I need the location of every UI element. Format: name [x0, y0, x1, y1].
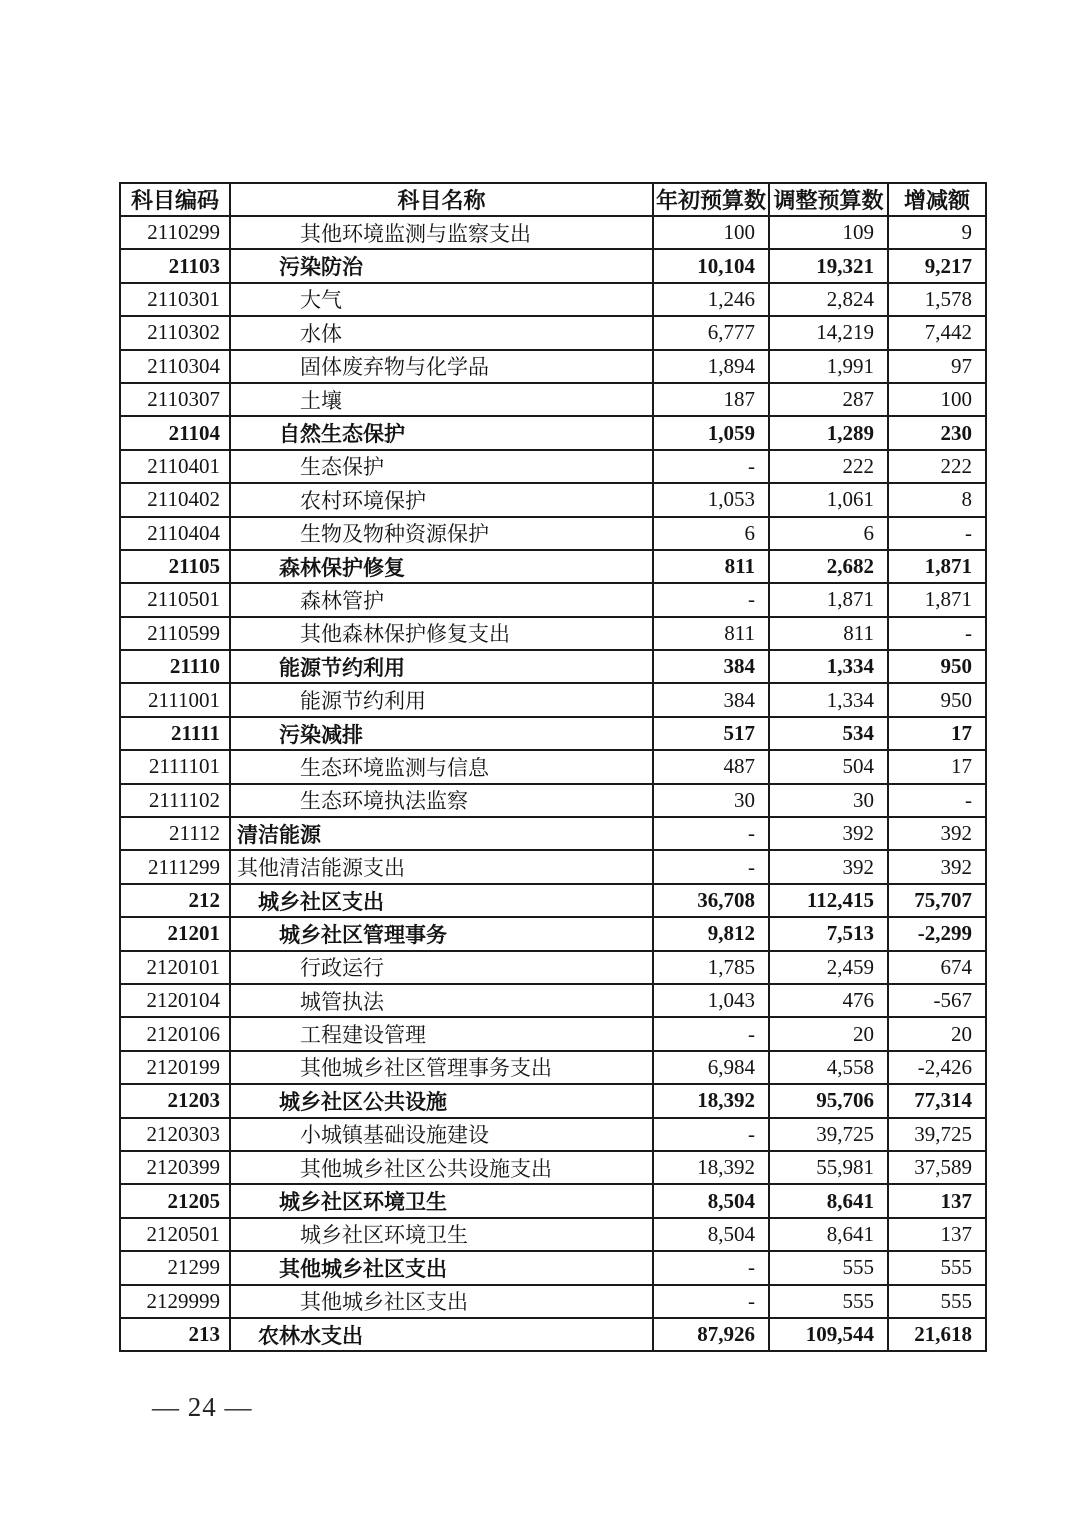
initial-budget-cell: 811	[653, 550, 769, 583]
subject-name-cell: 工程建设管理	[230, 1017, 653, 1050]
initial-budget-cell: 1,053	[653, 483, 769, 516]
subject-name-cell: 其他清洁能源支出	[230, 850, 653, 883]
subject-name-cell: 农林水支出	[230, 1318, 653, 1351]
initial-budget-cell: 811	[653, 617, 769, 650]
change-amount-cell: 75,707	[888, 884, 986, 917]
table-row	[120, 717, 986, 750]
subject-name-cell: 农村环境保护	[230, 483, 653, 516]
change-amount-cell: 7,442	[888, 316, 986, 349]
table-row	[120, 517, 986, 550]
subject-name-cell: 清洁能源	[230, 817, 653, 850]
initial-budget-cell: -	[653, 817, 769, 850]
initial-budget-cell: 87,926	[653, 1318, 769, 1351]
subject-name-cell: 其他城乡社区公共设施支出	[230, 1151, 653, 1184]
change-amount-cell: 21,618	[888, 1318, 986, 1351]
adjusted-budget-cell: 1,334	[769, 650, 888, 683]
adjusted-budget-cell: 504	[769, 750, 888, 783]
table-row	[120, 1051, 986, 1084]
subject-code-cell: 21111	[120, 717, 230, 750]
table-row	[120, 1184, 986, 1217]
change-amount-cell: 97	[888, 350, 986, 383]
subject-code-cell: 2111001	[120, 683, 230, 716]
column-header-1: 科目编码	[120, 183, 230, 216]
column-header-5: 增减额	[888, 183, 986, 216]
adjusted-budget-cell: 109,544	[769, 1318, 888, 1351]
table-row	[120, 917, 986, 950]
adjusted-budget-cell: 19,321	[769, 249, 888, 282]
adjusted-budget-cell: 1,871	[769, 583, 888, 616]
adjusted-budget-cell: 392	[769, 850, 888, 883]
subject-name-cell: 森林保护修复	[230, 550, 653, 583]
subject-name-cell: 小城镇基础设施建设	[230, 1118, 653, 1151]
change-amount-cell: 950	[888, 683, 986, 716]
table-row	[120, 216, 986, 249]
subject-code-cell: 21205	[120, 1184, 230, 1217]
initial-budget-cell: -	[653, 850, 769, 883]
subject-name-cell: 城乡社区支出	[230, 884, 653, 917]
adjusted-budget-cell: 1,991	[769, 350, 888, 383]
initial-budget-cell: 384	[653, 683, 769, 716]
initial-budget-cell: 1,894	[653, 350, 769, 383]
initial-budget-cell: -	[653, 1251, 769, 1284]
column-header-4: 调整预算数	[769, 183, 888, 216]
column-header-3: 年初预算数	[653, 183, 769, 216]
subject-code-cell: 2120399	[120, 1151, 230, 1184]
initial-budget-cell: -	[653, 1285, 769, 1318]
subject-code-cell: 2111102	[120, 784, 230, 817]
initial-budget-cell: -	[653, 1017, 769, 1050]
subject-code-cell: 21201	[120, 917, 230, 950]
adjusted-budget-cell: 555	[769, 1251, 888, 1284]
subject-code-cell: 2129999	[120, 1285, 230, 1318]
page-number: — 24 —	[152, 1392, 253, 1422]
subject-name-cell: 城乡社区环境卫生	[230, 1184, 653, 1217]
change-amount-cell: 674	[888, 951, 986, 984]
table-body	[120, 216, 986, 1351]
initial-budget-cell: 18,392	[653, 1151, 769, 1184]
subject-code-cell: 2120199	[120, 1051, 230, 1084]
change-amount-cell: 9,217	[888, 249, 986, 282]
initial-budget-cell: 1,043	[653, 984, 769, 1017]
table-row	[120, 249, 986, 282]
subject-code-cell: 2110299	[120, 216, 230, 249]
table-row	[120, 383, 986, 416]
subject-code-cell: 2110401	[120, 450, 230, 483]
subject-code-cell: 2120104	[120, 984, 230, 1017]
table-row	[120, 650, 986, 683]
subject-code-cell: 2110404	[120, 517, 230, 550]
adjusted-budget-cell: 2,824	[769, 283, 888, 316]
subject-code-cell: 2110599	[120, 617, 230, 650]
change-amount-cell: 1,871	[888, 550, 986, 583]
subject-name-cell: 城管执法	[230, 984, 653, 1017]
subject-code-cell: 213	[120, 1318, 230, 1351]
adjusted-budget-cell: 1,289	[769, 416, 888, 449]
change-amount-cell: 9	[888, 216, 986, 249]
adjusted-budget-cell: 555	[769, 1285, 888, 1318]
subject-name-cell: 污染减排	[230, 717, 653, 750]
table-row	[120, 450, 986, 483]
budget-table	[119, 182, 987, 1352]
initial-budget-cell: 8,504	[653, 1218, 769, 1251]
subject-code-cell: 2110501	[120, 583, 230, 616]
initial-budget-cell: 9,812	[653, 917, 769, 950]
change-amount-cell: 1,871	[888, 583, 986, 616]
table-row	[120, 951, 986, 984]
initial-budget-cell: 30	[653, 784, 769, 817]
subject-code-cell: 2120101	[120, 951, 230, 984]
change-amount-cell: -567	[888, 984, 986, 1017]
subject-code-cell: 2110301	[120, 283, 230, 316]
subject-name-cell: 生物及物种资源保护	[230, 517, 653, 550]
adjusted-budget-cell: 811	[769, 617, 888, 650]
subject-name-cell: 自然生态保护	[230, 416, 653, 449]
initial-budget-cell: 384	[653, 650, 769, 683]
table-row	[120, 1218, 986, 1251]
table-row	[120, 1151, 986, 1184]
adjusted-budget-cell: 222	[769, 450, 888, 483]
change-amount-cell: 37,589	[888, 1151, 986, 1184]
change-amount-cell: 17	[888, 750, 986, 783]
table-row	[120, 1318, 986, 1351]
table-row	[120, 1118, 986, 1151]
initial-budget-cell: 187	[653, 383, 769, 416]
initial-budget-cell: 18,392	[653, 1084, 769, 1117]
change-amount-cell: 39,725	[888, 1118, 986, 1151]
subject-name-cell: 森林管护	[230, 583, 653, 616]
adjusted-budget-cell: 287	[769, 383, 888, 416]
adjusted-budget-cell: 30	[769, 784, 888, 817]
adjusted-budget-cell: 2,459	[769, 951, 888, 984]
table-row	[120, 283, 986, 316]
subject-code-cell: 21110	[120, 650, 230, 683]
initial-budget-cell: 6	[653, 517, 769, 550]
adjusted-budget-cell: 534	[769, 717, 888, 750]
subject-name-cell: 固体废弃物与化学品	[230, 350, 653, 383]
initial-budget-cell: 487	[653, 750, 769, 783]
initial-budget-cell: 1,059	[653, 416, 769, 449]
subject-code-cell: 2120501	[120, 1218, 230, 1251]
change-amount-cell: 20	[888, 1017, 986, 1050]
change-amount-cell: 555	[888, 1251, 986, 1284]
subject-name-cell: 土壤	[230, 383, 653, 416]
change-amount-cell: 950	[888, 650, 986, 683]
adjusted-budget-cell: 112,415	[769, 884, 888, 917]
subject-code-cell: 2111299	[120, 850, 230, 883]
change-amount-cell: 77,314	[888, 1084, 986, 1117]
table-row	[120, 316, 986, 349]
initial-budget-cell: -	[653, 1118, 769, 1151]
table-row	[120, 416, 986, 449]
adjusted-budget-cell: 1,061	[769, 483, 888, 516]
subject-name-cell: 城乡社区环境卫生	[230, 1218, 653, 1251]
table-row	[120, 1285, 986, 1318]
adjusted-budget-cell: 392	[769, 817, 888, 850]
change-amount-cell: 392	[888, 817, 986, 850]
adjusted-budget-cell: 95,706	[769, 1084, 888, 1117]
change-amount-cell: 392	[888, 850, 986, 883]
subject-code-cell: 2110302	[120, 316, 230, 349]
change-amount-cell: -2,299	[888, 917, 986, 950]
change-amount-cell: 8	[888, 483, 986, 516]
change-amount-cell: 17	[888, 717, 986, 750]
initial-budget-cell: -	[653, 583, 769, 616]
subject-name-cell: 其他城乡社区支出	[230, 1285, 653, 1318]
change-amount-cell: 555	[888, 1285, 986, 1318]
subject-name-cell: 其他城乡社区管理事务支出	[230, 1051, 653, 1084]
initial-budget-cell: 6,777	[653, 316, 769, 349]
table-row	[120, 817, 986, 850]
subject-code-cell: 21105	[120, 550, 230, 583]
subject-name-cell: 城乡社区管理事务	[230, 917, 653, 950]
subject-name-cell: 城乡社区公共设施	[230, 1084, 653, 1117]
initial-budget-cell: 10,104	[653, 249, 769, 282]
initial-budget-cell: 1,785	[653, 951, 769, 984]
adjusted-budget-cell: 39,725	[769, 1118, 888, 1151]
subject-code-cell: 2111101	[120, 750, 230, 783]
table-row	[120, 1017, 986, 1050]
subject-name-cell: 其他环境监测与监察支出	[230, 216, 653, 249]
subject-code-cell: 21299	[120, 1251, 230, 1284]
change-amount-cell: -	[888, 517, 986, 550]
table-row	[120, 583, 986, 616]
subject-name-cell: 能源节约利用	[230, 683, 653, 716]
table-row	[120, 1251, 986, 1284]
adjusted-budget-cell: 1,334	[769, 683, 888, 716]
initial-budget-cell: 6,984	[653, 1051, 769, 1084]
adjusted-budget-cell: 4,558	[769, 1051, 888, 1084]
table-row	[120, 750, 986, 783]
subject-code-cell: 2110307	[120, 383, 230, 416]
subject-code-cell: 21103	[120, 249, 230, 282]
table-row	[120, 483, 986, 516]
change-amount-cell: 1,578	[888, 283, 986, 316]
adjusted-budget-cell: 8,641	[769, 1184, 888, 1217]
subject-code-cell: 212	[120, 884, 230, 917]
table-row	[120, 784, 986, 817]
change-amount-cell: 137	[888, 1218, 986, 1251]
subject-code-cell: 21104	[120, 416, 230, 449]
subject-name-cell: 其他城乡社区支出	[230, 1251, 653, 1284]
change-amount-cell: 222	[888, 450, 986, 483]
column-header-2: 科目名称	[230, 183, 653, 216]
subject-name-cell: 生态保护	[230, 450, 653, 483]
table-row	[120, 617, 986, 650]
change-amount-cell: 137	[888, 1184, 986, 1217]
subject-name-cell: 生态环境执法监察	[230, 784, 653, 817]
table-row	[120, 550, 986, 583]
subject-name-cell: 其他森林保护修复支出	[230, 617, 653, 650]
table-row	[120, 350, 986, 383]
initial-budget-cell: 1,246	[653, 283, 769, 316]
change-amount-cell: 230	[888, 416, 986, 449]
adjusted-budget-cell: 476	[769, 984, 888, 1017]
subject-name-cell: 污染防治	[230, 249, 653, 282]
subject-name-cell: 大气	[230, 283, 653, 316]
subject-code-cell: 21203	[120, 1084, 230, 1117]
initial-budget-cell: 36,708	[653, 884, 769, 917]
subject-code-cell: 2120106	[120, 1017, 230, 1050]
adjusted-budget-cell: 20	[769, 1017, 888, 1050]
subject-name-cell: 行政运行	[230, 951, 653, 984]
change-amount-cell: -	[888, 784, 986, 817]
adjusted-budget-cell: 55,981	[769, 1151, 888, 1184]
subject-name-cell: 能源节约利用	[230, 650, 653, 683]
adjusted-budget-cell: 109	[769, 216, 888, 249]
table-row	[120, 1084, 986, 1117]
table-row	[120, 683, 986, 716]
adjusted-budget-cell: 7,513	[769, 917, 888, 950]
change-amount-cell: 100	[888, 383, 986, 416]
initial-budget-cell: 100	[653, 216, 769, 249]
subject-code-cell: 21112	[120, 817, 230, 850]
adjusted-budget-cell: 14,219	[769, 316, 888, 349]
table-row	[120, 850, 986, 883]
adjusted-budget-cell: 8,641	[769, 1218, 888, 1251]
initial-budget-cell: -	[653, 450, 769, 483]
adjusted-budget-cell: 2,682	[769, 550, 888, 583]
subject-code-cell: 2110304	[120, 350, 230, 383]
adjusted-budget-cell: 6	[769, 517, 888, 550]
subject-name-cell: 生态环境监测与信息	[230, 750, 653, 783]
change-amount-cell: -2,426	[888, 1051, 986, 1084]
initial-budget-cell: 8,504	[653, 1184, 769, 1217]
subject-name-cell: 水体	[230, 316, 653, 349]
subject-code-cell: 2120303	[120, 1118, 230, 1151]
initial-budget-cell: 517	[653, 717, 769, 750]
header-row	[120, 183, 986, 216]
change-amount-cell: -	[888, 617, 986, 650]
subject-code-cell: 2110402	[120, 483, 230, 516]
table-row	[120, 984, 986, 1017]
table-row	[120, 884, 986, 917]
